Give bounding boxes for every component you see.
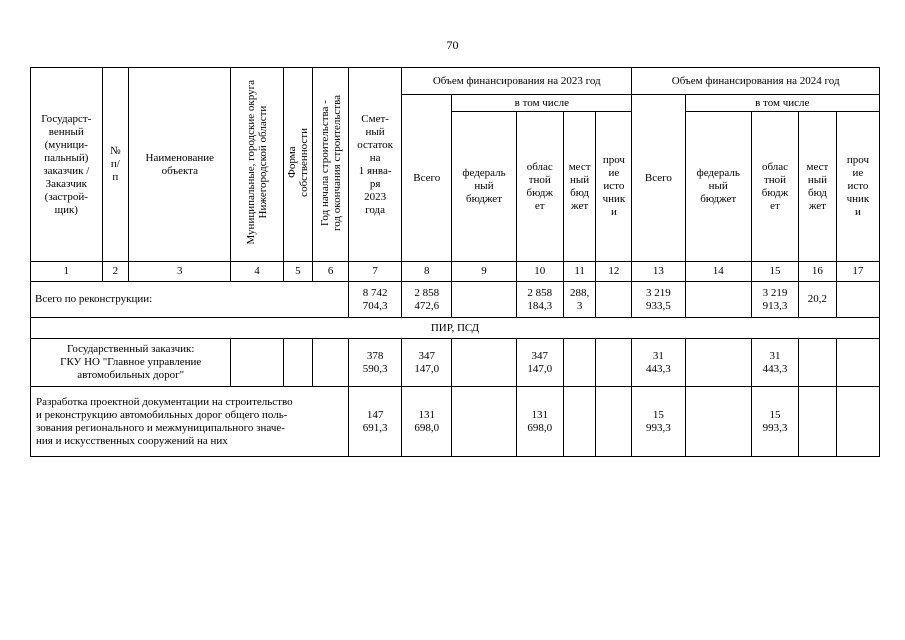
total-2023-regional: 2 858 184,3 bbox=[516, 282, 563, 318]
design-2024-regional: 15 993,3 bbox=[751, 387, 798, 457]
column-number: 7 bbox=[349, 262, 402, 282]
column-number: 3 bbox=[129, 262, 231, 282]
total-row bbox=[31, 282, 880, 318]
column-number: 16 bbox=[799, 262, 837, 282]
total-2024-regional: 3 219 913,3 bbox=[751, 282, 798, 318]
design-row bbox=[31, 387, 880, 457]
total-2023-other bbox=[596, 282, 632, 318]
design-2023-other bbox=[596, 387, 632, 457]
column-number: 13 bbox=[632, 262, 685, 282]
col-header-object-name: Наименование объекта bbox=[129, 68, 231, 262]
column-numbers-row bbox=[31, 262, 880, 282]
col-header-customer: Государст- венный (муници- пальный) заказчик / Заказчик (застрой- щик) bbox=[31, 68, 103, 262]
customer-2023-local bbox=[563, 339, 596, 387]
column-number: 10 bbox=[516, 262, 563, 282]
customer-row-label: Государственный заказчик: ГКУ НО "Главное управление автомобильных дорог" bbox=[31, 339, 231, 387]
col-header-years: Год начала строительства - год окончания строительства bbox=[318, 94, 343, 231]
col-header-2024-regional: облас тной бюдж ет bbox=[751, 112, 798, 262]
col-header-2023-including: в том числе bbox=[452, 95, 632, 112]
customer-row-empty bbox=[313, 339, 349, 387]
col-header-2023-federal: федераль ный бюджет bbox=[452, 112, 516, 262]
column-number: 14 bbox=[685, 262, 751, 282]
column-number: 9 bbox=[452, 262, 516, 282]
customer-2024-federal bbox=[685, 339, 751, 387]
financing-table bbox=[30, 67, 880, 457]
customer-row-empty bbox=[231, 339, 283, 387]
col-header-municipality: Муниципальные, городские округа Нижегородской области bbox=[245, 80, 269, 245]
column-number: 11 bbox=[563, 262, 596, 282]
design-2023-regional: 131 698,0 bbox=[516, 387, 563, 457]
design-estimate: 147 691,3 bbox=[349, 387, 402, 457]
col-header-2023-total: Всего bbox=[402, 95, 452, 262]
col-header-2024-federal: федераль ный бюджет bbox=[685, 112, 751, 262]
total-2024-other bbox=[836, 282, 879, 318]
total-2024-local: 20,2 bbox=[799, 282, 837, 318]
column-number: 4 bbox=[231, 262, 283, 282]
design-2024-federal bbox=[685, 387, 751, 457]
customer-2024-total: 31 443,3 bbox=[632, 339, 685, 387]
customer-2024-other bbox=[836, 339, 879, 387]
col-header-no: № п/ п bbox=[102, 68, 129, 262]
col-header-2023-other: проч ие исто чник и bbox=[596, 112, 632, 262]
customer-row-empty bbox=[283, 339, 313, 387]
total-estimate: 8 742 704,3 bbox=[349, 282, 402, 318]
total-2024-federal bbox=[685, 282, 751, 318]
customer-2024-regional: 31 443,3 bbox=[751, 339, 798, 387]
column-number: 2 bbox=[102, 262, 129, 282]
column-number: 8 bbox=[402, 262, 452, 282]
design-2024-other bbox=[836, 387, 879, 457]
column-number: 5 bbox=[283, 262, 313, 282]
design-2024-total: 15 993,3 bbox=[632, 387, 685, 457]
design-2024-local bbox=[799, 387, 837, 457]
column-number: 12 bbox=[596, 262, 632, 282]
col-header-estimate: Смет- ный остаток на 1 янва- ря 2023 года bbox=[349, 68, 402, 262]
col-header-2024-local: мест ный бюд жет bbox=[799, 112, 837, 262]
customer-2023-regional: 347 147,0 bbox=[516, 339, 563, 387]
total-2024-total: 3 219 933,5 bbox=[632, 282, 685, 318]
column-number: 17 bbox=[836, 262, 879, 282]
total-2023-total: 2 858 472,6 bbox=[402, 282, 452, 318]
page-number: 70 bbox=[446, 38, 459, 52]
design-2023-total: 131 698,0 bbox=[402, 387, 452, 457]
customer-2024-local bbox=[799, 339, 837, 387]
total-row-label: Всего по реконструкции: bbox=[31, 282, 349, 318]
col-header-2024-total: Всего bbox=[632, 95, 685, 262]
design-2023-federal bbox=[452, 387, 516, 457]
col-header-funding-2024: Объем финансирования на 2024 год bbox=[632, 68, 880, 95]
col-header-2023-regional: облас тной бюдж ет bbox=[516, 112, 563, 262]
col-header-funding-2023: Объем финансирования на 2023 год bbox=[402, 68, 632, 95]
total-2023-local: 288, 3 bbox=[563, 282, 596, 318]
customer-2023-federal bbox=[452, 339, 516, 387]
col-header-years-cell bbox=[313, 68, 349, 262]
customer-2023-total: 347 147,0 bbox=[402, 339, 452, 387]
column-number: 1 bbox=[31, 262, 103, 282]
header-row-1 bbox=[31, 68, 880, 95]
customer-estimate: 378 590,3 bbox=[349, 339, 402, 387]
section-title: ПИР, ПСД bbox=[31, 318, 880, 339]
total-2023-federal bbox=[452, 282, 516, 318]
col-header-2023-local: мест ный бюд жет bbox=[563, 112, 596, 262]
column-number: 15 bbox=[751, 262, 798, 282]
col-header-2024-other: проч ие исто чник и bbox=[836, 112, 879, 262]
customer-2023-other bbox=[596, 339, 632, 387]
column-number: 6 bbox=[313, 262, 349, 282]
col-header-2024-including: в том числе bbox=[685, 95, 880, 112]
col-header-municipality-cell bbox=[231, 68, 283, 262]
design-2023-local bbox=[563, 387, 596, 457]
col-header-ownership-cell bbox=[283, 68, 313, 262]
customer-row bbox=[31, 339, 880, 387]
col-header-ownership: Форма собственности bbox=[285, 128, 310, 197]
section-title-row bbox=[31, 318, 880, 339]
design-row-label: Разработка проектной документации на строительство и реконструкцию автомобильных дорог общего поль- зования регионального и межмуниципального значе- ния и искусственных сооружений на них bbox=[31, 387, 349, 457]
